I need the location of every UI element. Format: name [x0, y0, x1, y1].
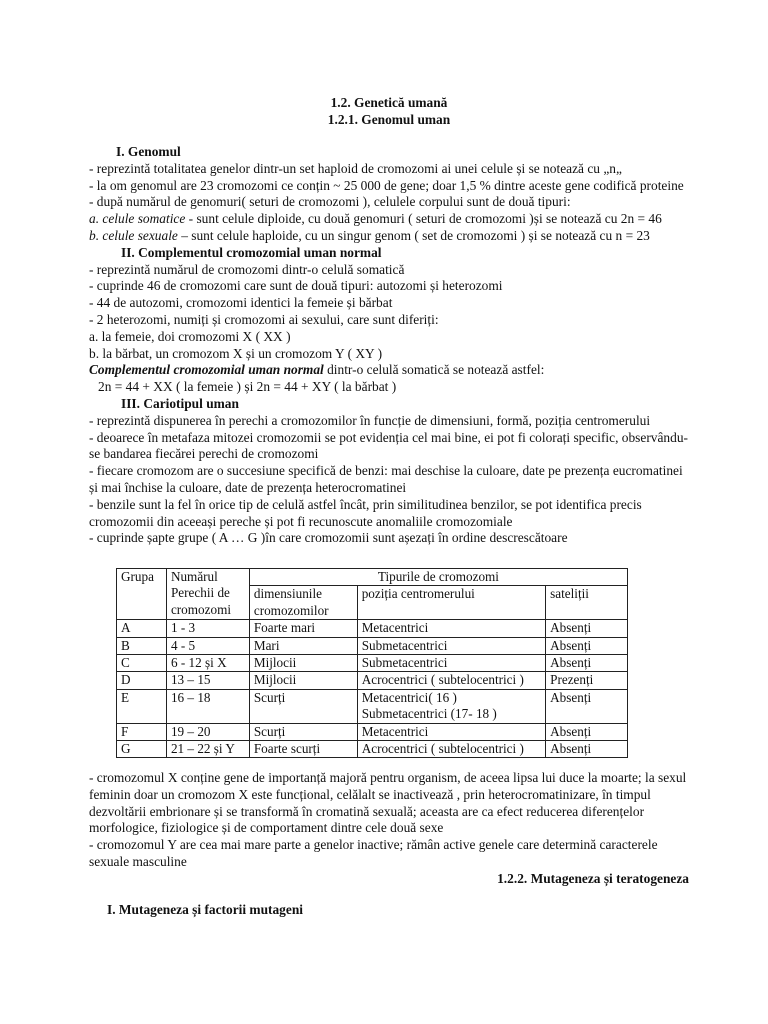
spacer [89, 888, 689, 902]
cell-pozitie: Metacentrici( 16 ) Submetacentrici (17- 18 ) [357, 689, 545, 723]
cell-sateliti: Absenți [546, 689, 628, 723]
paragraph: - la om genomul are 23 cromozomi ce conțin ~ 25 000 de gene; doar 1,5 % dintre aceste gene codifică proteine [89, 177, 684, 193]
genomul-section [89, 144, 689, 547]
cell-pozitie: Submetacentrici [357, 637, 545, 654]
cell-sateliti: Absenți [546, 655, 628, 672]
cell-grupa: F [117, 723, 167, 740]
term-sexual-desc: – sunt celule haploide, cu un singur genom ( set de cromozomi ) și se notează cu n = 23 [177, 227, 650, 243]
cell-pozitie: Metacentrici [357, 620, 545, 637]
genomul-heading: I. Genomul [116, 144, 181, 159]
cell-sateliti: Absenți [546, 620, 628, 637]
header-dimensiuni: dimensiunile cromozomilor [249, 586, 357, 620]
section-title: 1.2.1. Genomul uman [327, 111, 451, 127]
paragraph: - 2 heterozomi, numiți și cromozomi ai sexului, care sunt diferiți: [89, 311, 439, 327]
cell-dimensiuni: Scurți [249, 723, 357, 740]
cell-sateliti: Absenți [546, 741, 628, 758]
cell-dimensiuni: Foarte mari [249, 620, 357, 637]
chromosome-groups-table [116, 568, 628, 758]
cell-grupa: D [117, 672, 167, 689]
cell-pozitie: Metacentrici [357, 723, 545, 740]
mutageneza-title: 1.2.2. Mutageneza și teratogeneza [497, 870, 689, 886]
paragraph: - reprezintă totalitatea genelor dintr-un set haploid de cromozomi ai unei celule și se notează cu „n„ [89, 160, 622, 176]
after-table-section [89, 770, 689, 918]
header-pozitie: poziția centromerului [357, 586, 545, 620]
cell-grupa: B [117, 637, 167, 654]
cell-numar: 13 – 15 [166, 672, 249, 689]
mutageneza-subheading: I. Mutageneza și factorii mutageni [107, 901, 303, 917]
term-somatic-desc: - sunt celule diploide, cu două genomuri ( seturi de cromozomi )și se notează cu 2n = 46 [185, 211, 662, 227]
cell-pozitie: Acrocentrici ( subtelocentrici ) [357, 741, 545, 758]
complement-term: Complementul cromozomial uman normal [89, 362, 324, 378]
table-row [117, 689, 628, 723]
formula: 2n = 44 + XX ( la femeie ) și 2n = 44 + XY ( la bărbat ) [98, 379, 397, 395]
cell-sateliti: Absenți [546, 637, 628, 654]
cell-grupa: E [117, 689, 167, 723]
paragraph: - după numărul de genomuri( seturi de cromozomi ), celulele corpului sunt de două tipuri: [89, 194, 571, 210]
table-row [117, 620, 628, 637]
cell-sateliti: Absenți [546, 723, 628, 740]
table-row [117, 723, 628, 740]
header-numar: Numărul Perechii de cromozomi [166, 569, 249, 620]
complement-term-desc: dintr-o celulă somatică se notează astfel: [323, 362, 545, 378]
paragraph: - reprezintă numărul de cromozomi dintr-o celulă somatică [89, 261, 405, 277]
table-header-row [117, 569, 628, 586]
cariotip-heading: III. Cariotipul uman [121, 395, 239, 411]
paragraph: - benzile sunt la fel în orice tip de celulă astfel încât, prin similitudinea benzilor, se pot identifica precis cromozomii din aceeași pereche și pot fi recunoscute anomaliile cromozomiale [89, 496, 642, 529]
term-somatic: a. celule somatice [89, 211, 186, 227]
cell-numar: 16 – 18 [166, 689, 249, 723]
paragraph: b. la bărbat, un cromozom X și un cromozom Y ( XY ) [89, 345, 383, 361]
cell-dimensiuni: Mijlocii [249, 672, 357, 689]
header-sateliti: sateliții [546, 586, 628, 620]
paragraph [89, 362, 689, 379]
cell-numar: 4 - 5 [166, 637, 249, 654]
cell-dimensiuni: Mijlocii [249, 655, 357, 672]
cell-pozitie: Acrocentrici ( subtelocentrici ) [357, 672, 545, 689]
term-sexual: b. celule sexuale [89, 227, 178, 243]
chapter-title: 1.2. Genetică umană [330, 95, 448, 110]
cell-pozitie: Submetacentrici [357, 655, 545, 672]
cell-numar: 1 - 3 [166, 620, 249, 637]
paragraph: - reprezintă dispunerea în perechi a cromozomilor în funcție de dimensiuni, formă, poziția centromerului [89, 412, 651, 428]
table-row [117, 672, 628, 689]
paragraph: - cromozomul Y are cea mai mare parte a genelor inactive; rămân active genele care determină caracterele sexuale masculine [89, 837, 658, 869]
paragraph: - 44 de autozomi, cromozomi identici la femeie și bărbat [89, 295, 393, 311]
cell-numar: 19 – 20 [166, 723, 249, 740]
paragraph [89, 228, 689, 245]
cell-grupa: C [117, 655, 167, 672]
header-grupa: Grupa [117, 569, 167, 620]
table-row [117, 637, 628, 654]
cell-dimensiuni: Foarte scurți [249, 741, 357, 758]
table-row [117, 741, 628, 758]
cell-numar: 6 - 12 și X [166, 655, 249, 672]
paragraph: - cuprinde 46 de cromozomi care sunt de două tipuri: autozomi și heterozomi [89, 278, 503, 294]
paragraph: - deoarece în metafaza mitozei cromozomii se pot evidenția cel mai bine, ei pot fi colorați specific, observându-se bandarea fiecărei perechi de cromozomi [89, 429, 688, 462]
paragraph: - fiecare cromozom are o succesiune specifică de benzi: mai deschise la culoare, date pe prezența eucromatinei și mai închise la culoare, date de prezența heterocromatinei [89, 463, 683, 495]
cell-grupa: A [117, 620, 167, 637]
cell-dimensiuni: Mari [249, 637, 357, 654]
paragraph: - cuprinde șapte grupe ( A … G )în care cromozomii sunt așezați în ordine descrescătoare [89, 530, 568, 546]
paragraph: a. la femeie, doi cromozomi X ( XX ) [89, 328, 291, 344]
complement-heading: II. Complementul cromozomial uman normal [121, 244, 382, 260]
paragraph [89, 211, 689, 228]
title-block [89, 95, 689, 129]
cell-grupa: G [117, 741, 167, 758]
table-row [117, 655, 628, 672]
paragraph: - cromozomul X conține gene de importanță majoră pentru organism, de aceea lipsa lui duce la moarte; la sexul feminin doar un cromozom X este funcțional, celălalt se inactivează , prin heterocromatinizare, în timpul dezvoltării embrionare și se transformă în cromatină sexuală; aceasta are ca efect reducerea diferențelor morfologice, fiziologice și de comportament dintre cele două sexe [89, 770, 687, 836]
header-tipuri: Tipurile de cromozomi [249, 569, 627, 586]
cell-numar: 21 – 22 și Y [166, 741, 249, 758]
cell-sateliti: Prezenți [546, 672, 628, 689]
cell-dimensiuni: Scurți [249, 689, 357, 723]
